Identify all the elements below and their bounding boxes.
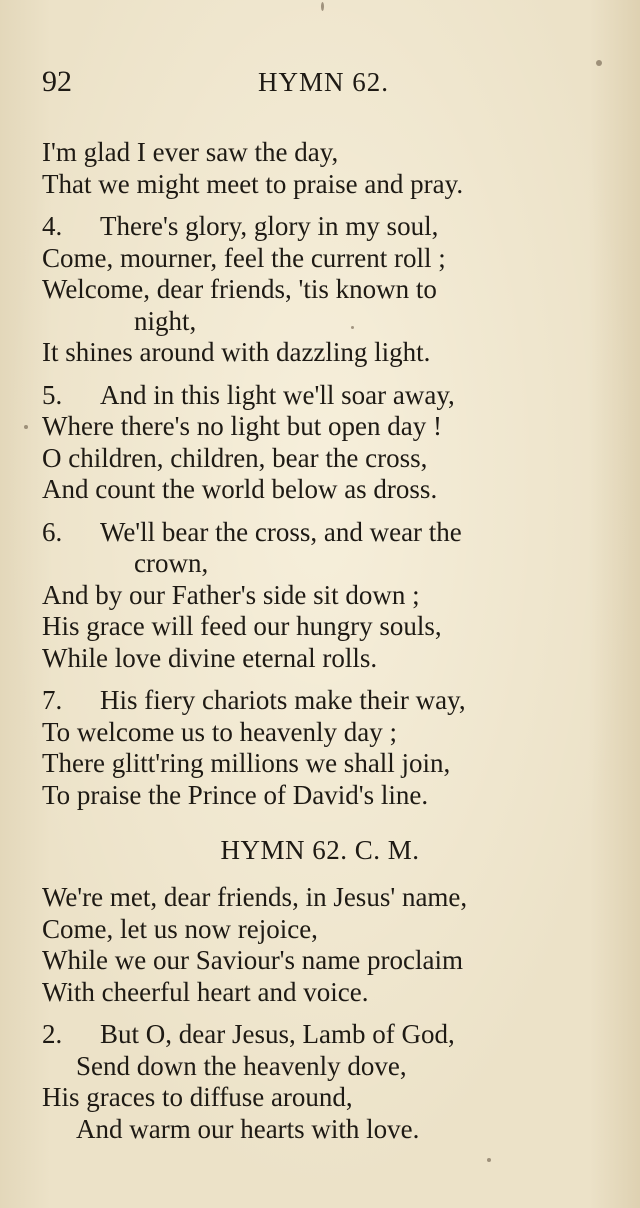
- continuation-stanza: [42, 137, 602, 200]
- verse-line: Come, mourner, feel the current roll ;: [42, 242, 446, 273]
- verse-line: His grace will feed our hungry souls,: [42, 611, 442, 641]
- hymn-title: HYMN 62. C. M.: [220, 835, 420, 865]
- stanza-number: 2.: [42, 1019, 63, 1049]
- verse-line: [42, 1019, 622, 1051]
- page-number: 92: [42, 65, 72, 98]
- verse-text: His fiery chariots make their way,: [100, 685, 466, 715]
- ink-speck: [321, 2, 324, 11]
- verse-text: We'll bear the cross, and wear the: [100, 516, 462, 547]
- hymn-61-continuation: [42, 137, 602, 822]
- verse-line: We're met, dear friends, in Jesus' name,: [42, 882, 468, 912]
- verse-line-indented: And warm our hearts with love.: [76, 1113, 420, 1144]
- stanza-number: 6.: [42, 516, 63, 547]
- verse-line: While we our Saviour's name proclaim: [42, 945, 463, 975]
- stanza-number: 4.: [42, 211, 63, 241]
- verse-line: To welcome us to heavenly day ;: [42, 716, 398, 747]
- stanza-7: [42, 685, 602, 811]
- verse-line: Welcome, dear friends, 'tis known to: [42, 274, 437, 304]
- verse-line: Come, let us now rejoice,: [42, 913, 318, 944]
- hymn-62: [42, 882, 622, 1156]
- verse-line: And count the world below as dross.: [42, 474, 438, 504]
- hymn-62-stanza-2: [42, 1019, 622, 1145]
- verse-line: To praise the Prince of David's line.: [42, 779, 429, 810]
- stanza-5: [42, 380, 602, 506]
- verse-text: There's glory, glory in my soul,: [100, 211, 439, 241]
- verse-line: His graces to diffuse around,: [42, 1082, 353, 1112]
- verse-line: There glitt'ring millions we shall join,: [42, 748, 451, 778]
- verse-line: While love divine eternal rolls.: [42, 642, 378, 673]
- verse-line: [42, 517, 602, 549]
- verse-line: [42, 211, 602, 243]
- verse-line-indented: Send down the heavenly dove,: [76, 1050, 407, 1081]
- page-header: [0, 62, 640, 102]
- verse-line: And by our Father's side sit down ;: [42, 579, 420, 610]
- verse-line: [42, 380, 602, 412]
- hymn-62-stanza-1: [42, 882, 622, 1008]
- stanza-number: 5.: [42, 379, 63, 410]
- verse-line: With cheerful heart and voice.: [42, 976, 369, 1007]
- ink-speck: [487, 1158, 491, 1162]
- verse-line: [42, 685, 602, 717]
- verse-text: But O, dear Jesus, Lamb of God,: [100, 1019, 455, 1049]
- verse-text: And in this light we'll soar away,: [100, 379, 455, 410]
- verse-line-wrapped: night,: [134, 305, 197, 336]
- ink-speck: [24, 425, 28, 429]
- stanza-4: [42, 211, 602, 369]
- running-head: HYMN 62.: [258, 67, 390, 97]
- verse-line: Where there's no light but open day !: [42, 411, 442, 441]
- verse-line-wrapped: crown,: [134, 548, 209, 578]
- verse-line: O children, children, bear the cross,: [42, 442, 428, 473]
- verse-line: I'm glad I ever saw the day,: [42, 137, 339, 167]
- stanza-6: [42, 517, 602, 675]
- stanza-number: 7.: [42, 685, 63, 715]
- verse-line: That we might meet to praise and pray.: [42, 168, 464, 199]
- verse-line: It shines around with dazzling light.: [42, 337, 431, 367]
